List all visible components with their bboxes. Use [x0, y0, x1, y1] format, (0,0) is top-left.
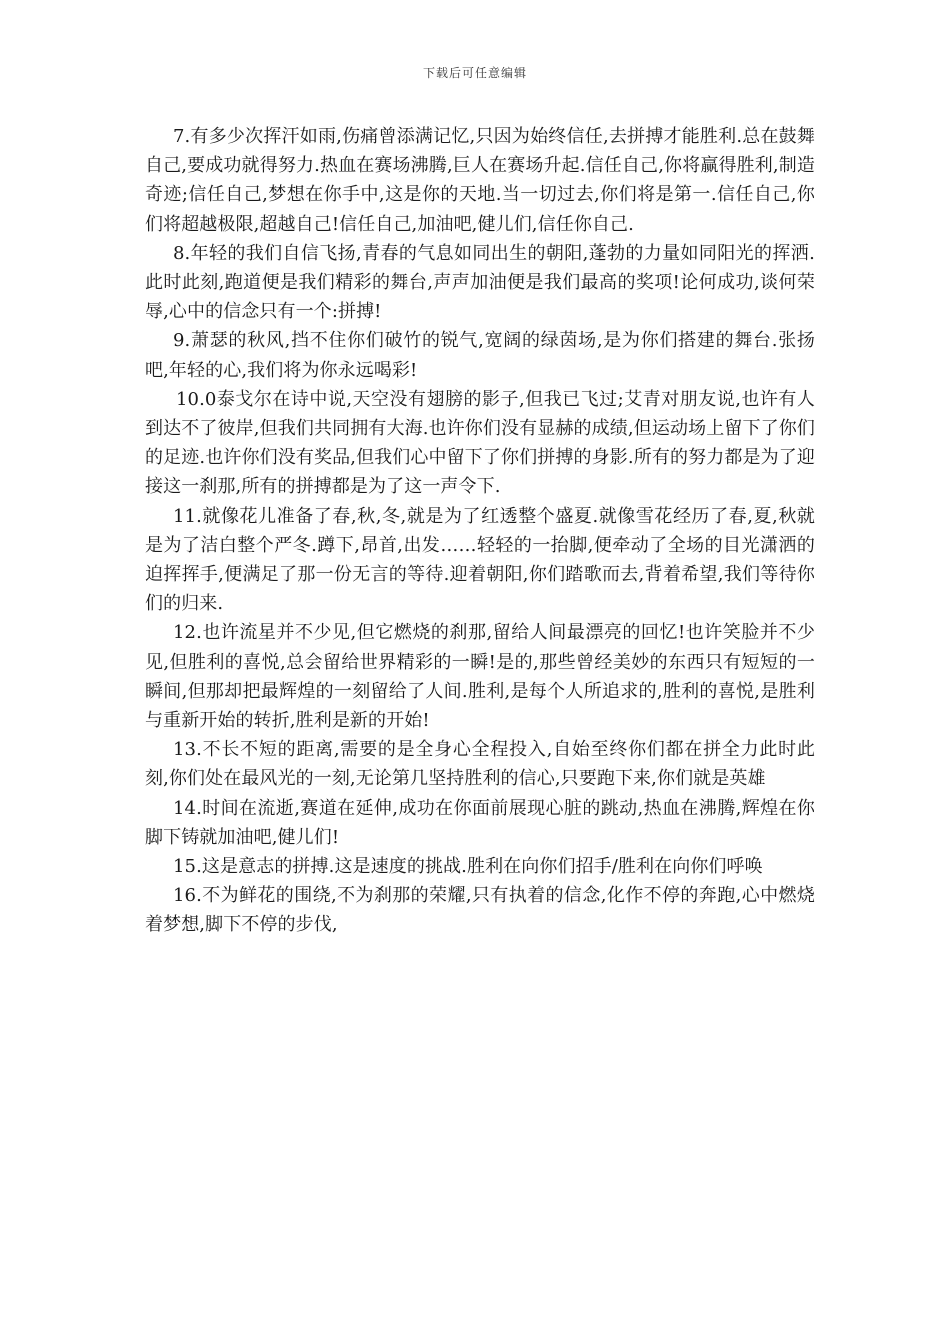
- paragraph-13: 13.不长不短的距离,需要的是全身心全程投入,自始至终你们都在拼全力此时此刻,你们处在最风光的一刻,无论第几坚持胜利的信心,只要跑下来,你们就是英雄: [145, 739, 815, 790]
- paragraph-12: 12.也许流星并不少见,但它燃烧的刹那,留给人间最漂亮的回忆!也许笑脸并不少见,但胜利的喜悦,总会留给世界精彩的一瞬!是的,那些曾经美妙的东西只有短短的一瞬间,但那却把最辉煌的一刻留给了人间.胜利,是每个人所追求的,胜利的喜悦,是胜利与重新开始的转折,胜利是新的开始!: [145, 622, 815, 732]
- document-body: [145, 122, 815, 940]
- paragraph-15: 15.这是意志的拼搏.这是速度的挑战.胜利在向你们招手/胜利在向你们呼唤: [173, 856, 763, 878]
- paragraph-9: 9.萧瑟的秋风,挡不住你们破竹的锐气,宽阔的绿茵场,是为你们搭建的舞台.张扬吧,年轻的心,我们将为你永远喝彩!: [145, 330, 815, 381]
- page-header: 下载后可任意编辑: [422, 66, 527, 80]
- paragraph-14: 14.时间在流逝,赛道在延伸,成功在你面前展现心脏的跳动,热血在沸腾,辉煌在你脚下铸就加油吧,健儿们!: [145, 797, 815, 848]
- paragraph-16: 16.不为鲜花的围绕,不为刹那的荣耀,只有执着的信念,化作不停的奔跑,心中燃烧着梦想,脚下不停的步伐,: [145, 885, 815, 936]
- paragraph-7: 7.有多少次挥汗如雨,伤痛曾添满记忆,只因为始终信任,去拼搏才能胜利.总在鼓舞自己,要成功就得努力.热血在赛场沸腾,巨人在赛场升起.信任自己,你将赢得胜利,制造奇迹;信任自己,梦想在你手中,这是你的天地.当一切过去,你们将是第一.信任自己,你们将超越极限,超越自己!信任自己,加油吧,健儿们,信任你自己.: [145, 126, 815, 235]
- paragraph-8: 8.年轻的我们自信飞扬,青春的气息如同出生的朝阳,蓬勃的力量如同阳光的挥洒.此时此刻,跑道便是我们精彩的舞台,声声加油便是我们最高的奖项!论何成功,谈何荣辱,心中的信念只有一个:拼搏!: [145, 242, 815, 323]
- paragraph-11: 11.就像花儿准备了春,秋,冬,就是为了红透整个盛夏.就像雪花经历了春,夏,秋就是为了洁白整个严冬.蹲下,昂首,出发……轻轻的一抬脚,便牵动了全场的目光潇洒的迫挥挥手,便满足了那一份无言的等待.迎着朝阳,你们踏歌而去,背着希望,我们等待你们的归来.: [145, 505, 815, 615]
- paragraph-10: 10.0泰戈尔在诗中说,天空没有翅膀的影子,但我已飞过;艾青对朋友说,也许有人到达不了彼岸,但我们共同拥有大海.也许你们没有显赫的成绩,但运动场上留下了你们的足迹.也许你们没有奖品,但我们心中留下了你们拼搏的身影.所有的努力都是为了迎接这一刹那,所有的拼搏都是为了这一声令下.: [145, 388, 815, 498]
